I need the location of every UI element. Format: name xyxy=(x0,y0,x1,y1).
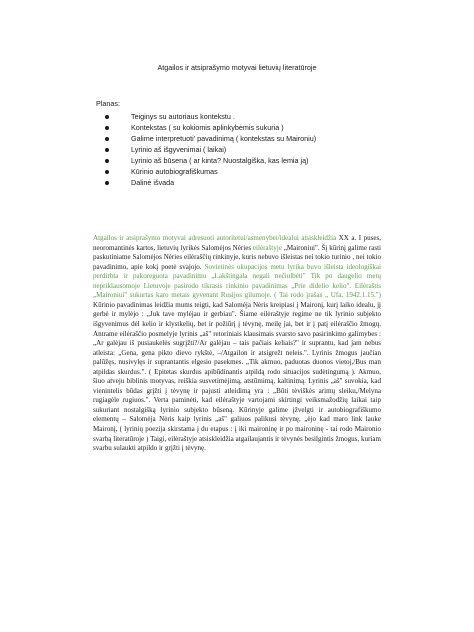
plan-item xyxy=(105,144,316,155)
plan-list xyxy=(105,111,316,188)
bullet-icon xyxy=(105,181,109,185)
plan-heading: Planas: xyxy=(96,99,120,108)
bullet-icon xyxy=(105,126,109,130)
plan-item-text: Lyrinio aš išgyvenimai ( laikai) xyxy=(131,145,227,154)
document-title: Atgailos ir atsiprašymo motyvai lietuvių literatūroje xyxy=(157,63,317,72)
plan-item xyxy=(105,177,316,188)
bullet-icon xyxy=(105,137,109,141)
bullet-icon xyxy=(105,148,109,152)
highlighted-context: Sovietinės okupacijos metu lyrika buvo išleista ideologiškai perdirbta ir pakoreguota pavadinimu „Lakštingala negali nečiulbėti" Tik po daugelio metų nepriklausomoje Lietuvoje pasirodo tikrasis rinkinio pavadinimas „Prie didelio kelio". Eilėraštis „Maironiui" sukurtas karo metais gyvenant Rusijos gilumoje. ( Tai rodo įrašas „ Ufa, 1942.1.15.") xyxy=(93,262,381,300)
plan-item xyxy=(105,166,316,177)
plan-item-text: Galime interpretuoti' pavadinimą ( kontekstas su Maironiu) xyxy=(131,134,317,143)
essay-text: XX a. I puses, neoromantinės kartos, lietuvių lyrikės Salomėjos Nėries xyxy=(93,234,381,252)
plan-item xyxy=(105,155,316,166)
essay-text: Kūrinio pavadinimas leidžia mums teigti, kad Salomėja Nėris kreipiasi į Maironį, kurį laiko idealu, jį gerbė ir mylėjo : „Juk tave mylėjau ir gerbiau". Šiame eilėraštyje regime ne tik lyrinio subjekto išgyvenimus dėl kelio ir klystkelių, bet ir požiūrį į tėvynę, meilę jai, bet ir į patį eilėraščio žmogų. Antrame eilėraščio posmelyje lyrinis „aš" retoriniais klausimais svarsto savo pasirinkimo galimybes : „Ar galėjau iš pusiaukelės sugrįžti?/Ar galėjau – tais pačiais keliais?" ir suprantu, kad jam nebus atleista: „Gena, gena pikto dievo rykštė, –/Atgailon ir atsigrežt neleis.". Lyrinis žmogus jaučian palūžęs, nusivylęs ir suprantantis elgesio pasekmes. „Tik akmuo, paduotas duonos vietoj,/Bus man atpildas skurdus.". ( Epitetas skurdus apibūdinantis atpildą rodo situacijos sudėtingumą ). Akmuo, šiuo atveju biblinis motyvas, reiškia susvetimėjimą, atstūmimą, kaltinimą. Lyrinis „aš" suvokia, kad vienintelis būdas grįžti į tėvynę ir pajusti atleidimą yra : „Būti tėviškės arimų sleiku,/Melyna rugiagėle rugiuos.". Verta paminėti, kad eilėraštyje vartojami skirtingi veiksmažodžių laikai taip sukuriant nostalgišką lyrinio subjekto būseną. Kūrinyje galime įžvelgti ir autobiografiškumo elementų – Salomėja Nėris kaip lyrinis „aš" galiuos palikusi tėvynę, „ėjo kad maro link lauke Maironį, ( lyrinių poezija skirstama į du etapus : į iki maironinę ir po maironinę - tai rodo Maironio svarbą literatūroje ) Taigi, eilėraštyje atsiskleidžia atgailaujantis ir tėvynės besilgintis žmogus, kuriam svarbu sulaukti atpildo ir grįžti į tėvynę. xyxy=(93,300,381,453)
plan-item-text: Lyrinio aš būsena ( ar kinta? Nuostalgiška, kas lemia ją) xyxy=(131,156,309,165)
bullet-icon xyxy=(105,170,109,174)
highlighted-term: eilėraštyje xyxy=(252,243,282,252)
plan-item xyxy=(105,133,316,144)
bullet-icon xyxy=(105,159,109,163)
plan-item-text: Kontekstas ( su kokiomis aplinkybėmis sukuria ) xyxy=(131,123,284,132)
plan-item xyxy=(105,111,316,122)
highlighted-thesis: Atgailos ir atsiprašymo motyvai adresuoti autoritetui/asmenybei/idealui atsiskleidžia xyxy=(93,234,337,243)
bullet-icon xyxy=(105,115,109,119)
plan-item-text: Kūrinio autobiografiškumas xyxy=(131,167,218,176)
plan-item-text: Dalinė išvada xyxy=(131,178,175,187)
plan-item-text: Teiginys su autoriaus kontekstu . xyxy=(131,112,235,121)
plan-item xyxy=(105,122,316,133)
essay-text: „Maironiui". Šį kūrinį galime rasti paskutiniame Salomėjos Nėries eilėraščių rinkinyje, kuris nebuvo išleistas nei tokio turinio , nei tokio pavadinimo, apie kokį poetė svajojo. xyxy=(93,243,381,271)
essay-paragraph xyxy=(93,234,381,454)
